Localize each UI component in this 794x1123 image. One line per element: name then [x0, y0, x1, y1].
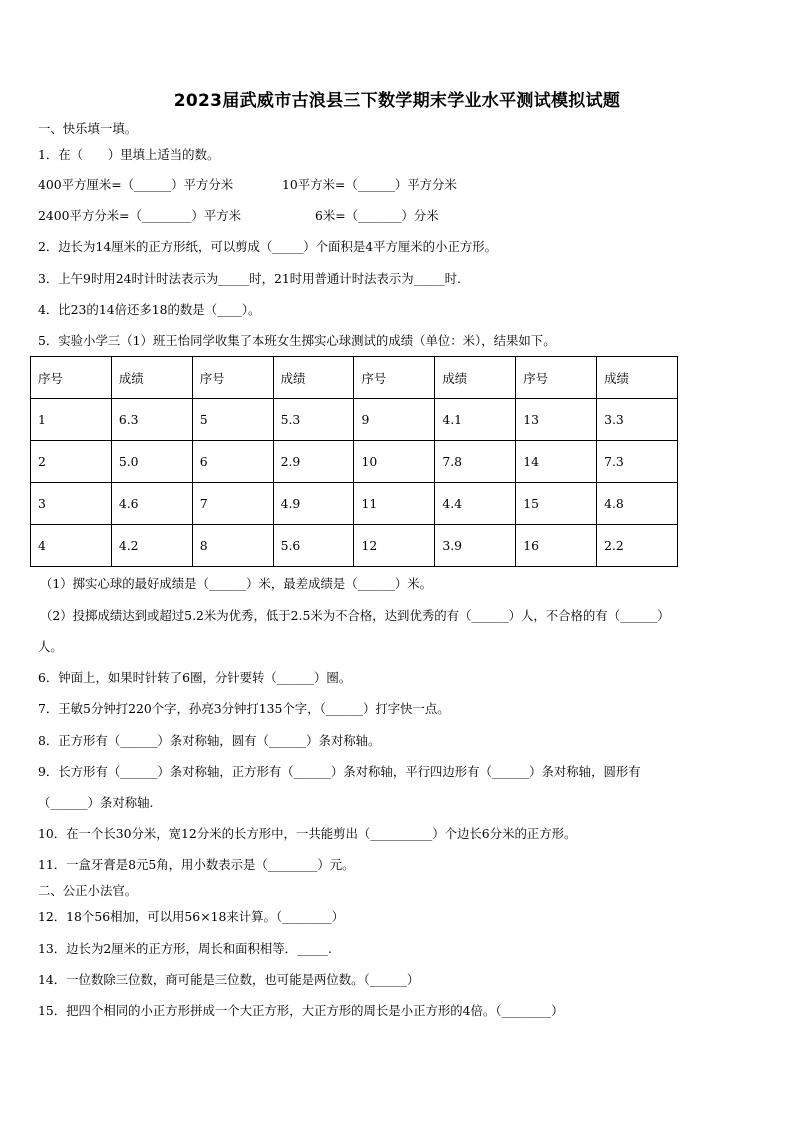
table-cell: 1 [31, 399, 112, 441]
table-header-cell: 成绩 [273, 357, 354, 399]
table-cell: 4.4 [435, 483, 516, 525]
question-1-row2-right: 6米=（_______）分米 [315, 208, 439, 223]
table-cell: 7.8 [435, 441, 516, 483]
table-header-cell: 序号 [31, 357, 112, 399]
question-9: 9．长方形有（______）条对称轴，正方形有（______）条对称轴，平行四边形有（______）条对称轴，圆形有 [38, 764, 641, 779]
table-cell: 14 [516, 441, 597, 483]
question-12: 12．18个56相加，可以用56×18来计算。（________） [38, 909, 345, 924]
table-cell: 6.3 [111, 399, 192, 441]
question-6: 6．钟面上，如果时针转了6圈，分针要转（______）圈。 [38, 670, 352, 685]
table-cell: 4.1 [435, 399, 516, 441]
table-cell: 5.3 [273, 399, 354, 441]
table-cell: 15 [516, 483, 597, 525]
table-cell: 2 [31, 441, 112, 483]
table-cell: 8 [192, 525, 273, 567]
table-cell: 10 [354, 441, 435, 483]
table-cell: 2.9 [273, 441, 354, 483]
question-3: 3．上午9时用24时计时法表示为_____时，21时用普通计时法表示为_____时. [38, 271, 461, 286]
question-4: 4．比23的14倍还多18的数是（____）。 [38, 302, 261, 317]
question-5-sub2-cont: 人。 [38, 639, 63, 654]
table-cell: 2.2 [597, 525, 678, 567]
table-row [31, 441, 678, 483]
table-row [31, 525, 678, 567]
table-cell: 7 [192, 483, 273, 525]
table-header-cell: 序号 [354, 357, 435, 399]
table-cell: 3.3 [597, 399, 678, 441]
table-header-cell: 成绩 [597, 357, 678, 399]
question-5-sub2: （2）投掷成绩达到或超过5.2米为优秀，低于2.5米为不合格，达到优秀的有（______）人，不合格的有（______） [40, 608, 670, 623]
question-11: 11．一盒牙膏是8元5角，用小数表示是（________）元。 [38, 857, 355, 872]
question-8: 8．正方形有（______）条对称轴，圆有（______）条对称轴。 [38, 733, 381, 748]
question-1-stem: 1．在（ ）里填上适当的数。 [38, 147, 220, 162]
table-cell: 16 [516, 525, 597, 567]
table-cell: 5 [192, 399, 273, 441]
section-heading-fill: 一、快乐填一填。 [38, 121, 138, 136]
page-title: 2023届武威市古浪县三下数学期末学业水平测试模拟试题 [173, 91, 621, 111]
question-13: 13．边长为2厘米的正方形，周长和面积相等．_____. [38, 941, 332, 956]
scores-table [30, 356, 678, 567]
question-15: 15．把四个相同的小正方形拼成一个大正方形，大正方形的周长是小正方形的4倍。（________） [38, 1003, 564, 1018]
question-5-stem: 5．实验小学三（1）班王怡同学收集了本班女生掷实心球测试的成绩（单位：米），结果如下。 [38, 333, 556, 348]
question-1-row1-left: 400平方厘米=（______）平方分米 [38, 177, 234, 192]
section-heading-judge: 二、公正小法官。 [38, 883, 138, 898]
table-cell: 4.2 [111, 525, 192, 567]
table-cell: 13 [516, 399, 597, 441]
table-cell: 12 [354, 525, 435, 567]
question-2: 2．边长为14厘米的正方形纸，可以剪成（_____）个面积是4平方厘米的小正方形。 [38, 239, 498, 254]
question-1-row1-right: 10平方米=（______）平方分米 [282, 177, 457, 192]
table-row [31, 483, 678, 525]
table-cell: 3.9 [435, 525, 516, 567]
table-cell: 5.0 [111, 441, 192, 483]
table-cell: 7.3 [597, 441, 678, 483]
question-5-sub1: （1）掷实心球的最好成绩是（______）米，最差成绩是（______）米。 [40, 576, 432, 591]
question-9-cont: （______）条对称轴. [38, 795, 154, 810]
table-cell: 9 [354, 399, 435, 441]
table-header-row [31, 357, 678, 399]
table-cell: 11 [354, 483, 435, 525]
table-header-cell: 序号 [192, 357, 273, 399]
question-1-row2-left: 2400平方分米=（________）平方米 [38, 208, 241, 223]
table-cell: 4.6 [111, 483, 192, 525]
table-header-cell: 成绩 [111, 357, 192, 399]
table-header-cell: 成绩 [435, 357, 516, 399]
question-7: 7．王敏5分钟打220个字，孙亮3分钟打135个字，（______）打字快一点。 [38, 701, 450, 716]
table-row [31, 399, 678, 441]
table-header-cell: 序号 [516, 357, 597, 399]
table-cell: 4 [31, 525, 112, 567]
table-cell: 6 [192, 441, 273, 483]
table-cell: 3 [31, 483, 112, 525]
table-cell: 4.9 [273, 483, 354, 525]
table-cell: 4.8 [597, 483, 678, 525]
table-cell: 5.6 [273, 525, 354, 567]
question-14: 14．一位数除三位数，商可能是三位数，也可能是两位数。（______） [38, 972, 420, 987]
question-10: 10．在一个长30分米，宽12分米的长方形中，一共能剪出（__________）个边长6分米的正方形。 [38, 826, 577, 841]
